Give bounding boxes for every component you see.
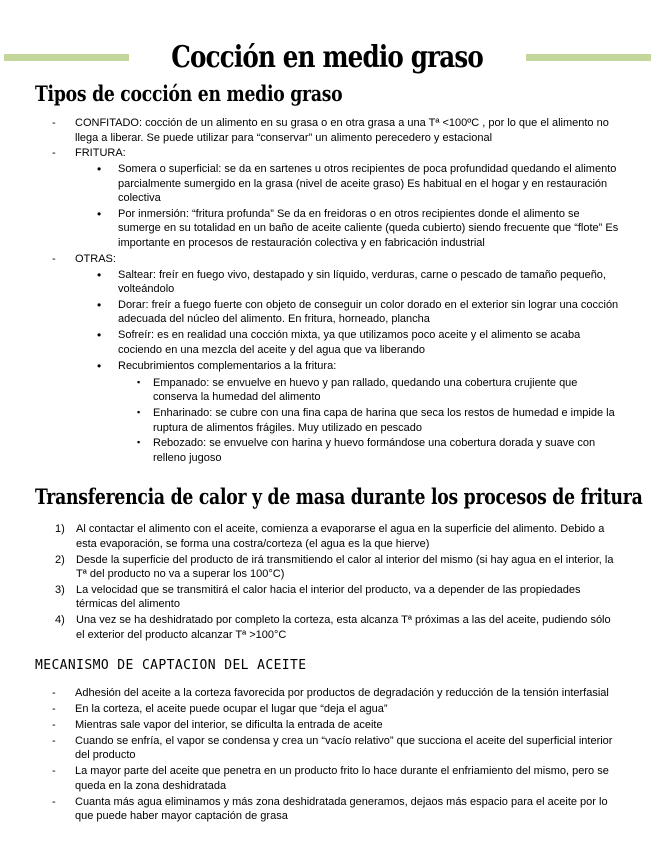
bullet-marker: • xyxy=(97,358,102,373)
list-item xyxy=(0,702,621,716)
bullet-marker: • xyxy=(97,162,102,177)
numbered-item xyxy=(0,583,621,612)
item-text: OTRAS: xyxy=(75,252,116,265)
item-text: Recubrimientos complementarios a la fritura: xyxy=(118,359,337,372)
list-item xyxy=(0,116,621,145)
bullet-marker: • xyxy=(97,328,102,343)
item-text: La velocidad que se transmitirá el calor hacia el interior del producto, va a depender de las propiedades térmicas del alimento xyxy=(76,584,581,611)
page-title: Cocción en medio graso xyxy=(171,40,484,75)
list-item xyxy=(0,718,621,732)
item-text: CONFITADO: cocción de un alimento en su grasa o en otra grasa a una Tª <100ºC , por lo que el alimento no llega a liberar. Se puede utilizar para “conservar” un alimento perecedero y estacional xyxy=(75,117,609,144)
list-item xyxy=(0,764,621,793)
item-text: Somera o superficial: se da en sartenes u otros recipientes de poca profundidad quedando el alimento parcialmente sumergido en la grasa (nivel de aceite graso) Es habitual en el hogar y en restauración colectiva xyxy=(118,163,617,205)
dash-marker: - xyxy=(52,703,56,716)
item-text: Cuando se enfría, el vapor se condensa y crea un “vacío relativo” que succiona el aceite del superficial interior del producto xyxy=(75,734,613,762)
list-item xyxy=(0,328,621,357)
numbered-item xyxy=(0,553,621,582)
dash-marker: - xyxy=(52,687,56,700)
item-text: Cuanta más agua eliminamos y más zona deshidratada generamos, dejaos más espacio para el aceite por lo que puede haber mayor captación de grasa xyxy=(75,795,608,822)
list-item xyxy=(0,436,621,465)
tipos-list xyxy=(0,116,655,465)
square-marker: ▪ xyxy=(137,437,141,448)
item-text: La mayor parte del aceite que penetra en un producto frito lo hace durante el enfriamiento del mismo, pero se queda en la zona deshidratada xyxy=(75,765,609,792)
item-text: En la corteza, el aceite puede ocupar el lugar que “deja el agua” xyxy=(75,703,388,716)
transferencia-numbered-list xyxy=(0,522,655,642)
number-marker: 3) xyxy=(55,584,65,597)
dash-marker: - xyxy=(52,117,56,130)
item-text: Mientras sale vapor del interior, se dificulta la entrada de aceite xyxy=(75,719,383,732)
numbered-item xyxy=(0,522,621,551)
section-heading-transferencia: Transferencia de calor y de masa durante los procesos de fritura xyxy=(35,484,643,510)
list-item xyxy=(0,406,621,435)
square-marker: ▪ xyxy=(137,376,141,387)
list-item xyxy=(0,298,621,327)
list-item xyxy=(0,146,621,160)
item-text: Sofreír: es en realidad una cocción mixta, ya que utilizamos poco aceite y el alimento se acaba cociendo en una mezcla del aceite y del agua que va liberando xyxy=(118,329,581,356)
item-text: Al contactar el alimento con el aceite, comienza a evaporarse el agua en la superficie del alimento. Debido a esta evaporación, se forma una costra/corteza (el agua es la que hierve) xyxy=(76,523,605,550)
title-rule-right xyxy=(526,54,651,61)
mecanismo-list xyxy=(0,686,655,823)
number-marker: 4) xyxy=(55,614,65,627)
list-item xyxy=(0,268,621,297)
list-item xyxy=(0,359,621,375)
list-item xyxy=(0,686,621,700)
dash-marker: - xyxy=(52,734,56,747)
title-row xyxy=(4,42,651,74)
subsection-heading-mecanismo: MECANISMO DE CAPTACION DEL ACEITE xyxy=(35,658,307,674)
item-text: FRITURA: xyxy=(75,147,126,160)
dash-marker: - xyxy=(52,765,56,778)
item-text: Una vez se ha deshidratado por completo la corteza, esta alcanza Tª próximas a las del aceite, pudiendo sólo el exterior del producto alcanzar Tª >100°C xyxy=(76,614,611,641)
item-text: Enharinado: se cubre con una fina capa de harina que seca los restos de humedad e impide la ruptura de alimentos frágiles. Muy utilizado en pescado xyxy=(153,407,615,434)
numbered-item xyxy=(0,613,621,642)
list-item xyxy=(0,795,621,824)
square-marker: ▪ xyxy=(137,407,141,418)
item-text: Dorar: freír a fuego fuerte con objeto de conseguir un color dorado en el exterior sin lograr una cocción adecuada del núcleo del alimento. En fritura, horneado, plancha xyxy=(118,299,619,326)
number-marker: 1) xyxy=(55,523,65,536)
item-text: Por inmersión: “fritura profunda” Se da en freidoras o en otros recipientes donde el alimento se sumerge en su totalidad en un baño de aceite caliente (queda cubierto) siendo frecuente que “flote” Es importante en procesos de restauración colectiva y en fabricación industrial xyxy=(118,208,619,249)
item-text: Saltear: freír en fuego vivo, destapado y sin líquido, verduras, carne o pescado de tamaño pequeño, volteándolo xyxy=(118,268,606,296)
bullet-marker: • xyxy=(97,207,102,222)
dash-marker: - xyxy=(52,719,56,732)
list-item xyxy=(0,207,621,250)
list-item xyxy=(0,252,621,266)
bullet-marker: • xyxy=(97,298,102,313)
list-item xyxy=(0,734,621,763)
item-text: Empanado: se envuelve en huevo y pan rallado, quedando una cobertura crujiente que conserva la humedad del alimento xyxy=(153,376,578,404)
title-rule-left xyxy=(4,54,129,61)
item-text: Desde la superficie del producto de irá transmitiendo el calor al interior del mismo (si hay agua en el interior, la Tª del producto no va a superar los 100°C) xyxy=(76,553,614,581)
number-marker: 2) xyxy=(55,553,65,566)
dash-marker: - xyxy=(52,252,56,265)
item-text: Rebozado: se envuelve con harina y huevo formándose una cobertura dorada y suave con relleno jugoso xyxy=(153,437,596,464)
dash-marker: - xyxy=(52,147,56,160)
list-item xyxy=(0,162,621,205)
dash-marker: - xyxy=(52,795,56,808)
bullet-marker: • xyxy=(97,267,102,282)
item-text: Adhesión del aceite a la corteza favorecida por productos de degradación y reducción de la tensión interfasial xyxy=(75,687,609,700)
section-heading-tipos: Tipos de cocción en medio graso xyxy=(35,81,343,107)
list-item xyxy=(0,376,621,405)
